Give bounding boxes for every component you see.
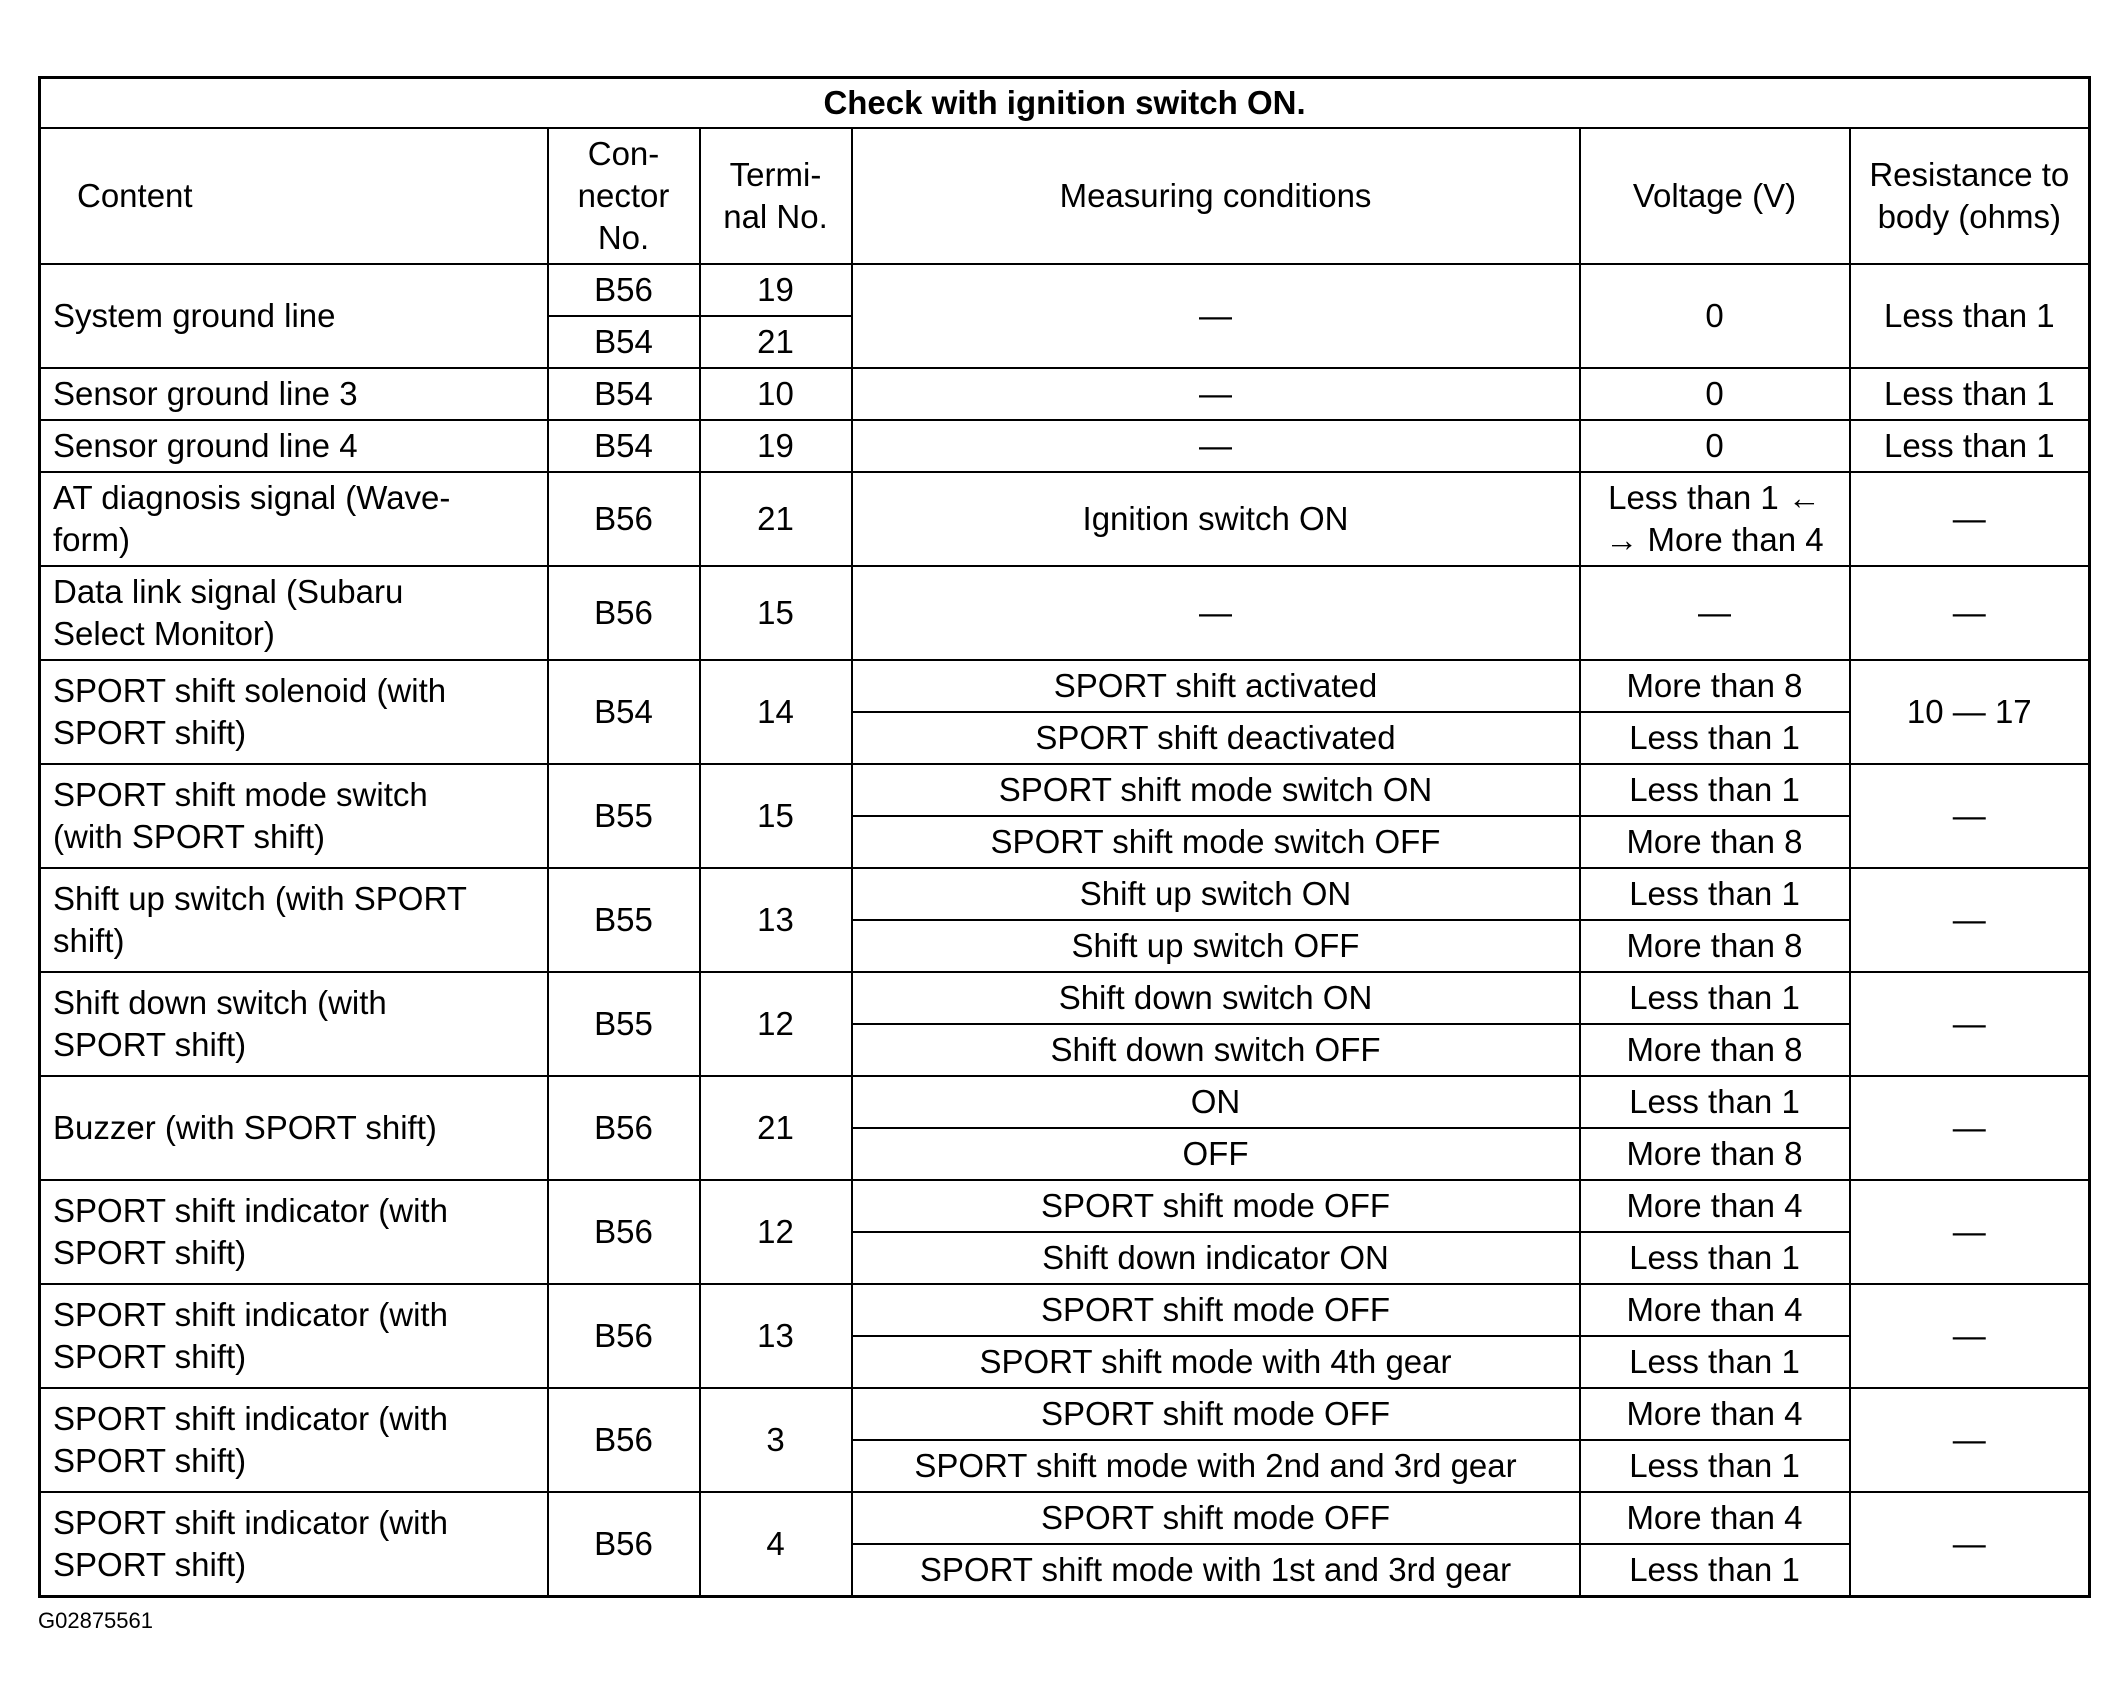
terminal-cell: 12 bbox=[700, 972, 852, 1076]
connector-cell: B56 bbox=[548, 1388, 700, 1492]
header-row bbox=[40, 128, 2090, 264]
content-cell: SPORT shift mode switch (with SPORT shift) bbox=[40, 764, 548, 868]
condition-cell: — bbox=[852, 368, 1580, 420]
resistance-cell: — bbox=[1850, 972, 2090, 1076]
voltage-cell: 0 bbox=[1580, 420, 1850, 472]
table-row bbox=[40, 1492, 2090, 1544]
condition-cell: SPORT shift mode with 4th gear bbox=[852, 1336, 1580, 1388]
voltage-cell: More than 8 bbox=[1580, 920, 1850, 972]
connector-cell: B56 bbox=[548, 1284, 700, 1388]
voltage-cell: Less than 1 bbox=[1580, 1232, 1850, 1284]
connector-cell: B55 bbox=[548, 764, 700, 868]
terminal-cell: 3 bbox=[700, 1388, 852, 1492]
resistance-cell: — bbox=[1850, 1076, 2090, 1180]
terminal-cell: 10 bbox=[700, 368, 852, 420]
resistance-cell: — bbox=[1850, 1180, 2090, 1284]
terminal-cell: 21 bbox=[700, 472, 852, 566]
terminal-cell: 13 bbox=[700, 868, 852, 972]
connector-cell: B56 bbox=[548, 472, 700, 566]
voltage-cell: More than 8 bbox=[1580, 1128, 1850, 1180]
connector-cell: B56 bbox=[548, 1180, 700, 1284]
connector-cell: B56 bbox=[548, 264, 700, 316]
table-row bbox=[40, 868, 2090, 920]
content-cell: SPORT shift solenoid (with SPORT shift) bbox=[40, 660, 548, 764]
resistance-cell: — bbox=[1850, 764, 2090, 868]
table-row bbox=[40, 660, 2090, 712]
condition-cell: Shift down switch ON bbox=[852, 972, 1580, 1024]
condition-cell: SPORT shift mode OFF bbox=[852, 1180, 1580, 1232]
voltage-cell: Less than 1 ← → More than 4 bbox=[1580, 472, 1850, 566]
table-row bbox=[40, 1076, 2090, 1128]
content-cell: SPORT shift indicator (with SPORT shift) bbox=[40, 1492, 548, 1597]
condition-cell: SPORT shift mode OFF bbox=[852, 1284, 1580, 1336]
resistance-cell: — bbox=[1850, 472, 2090, 566]
voltage-cell: Less than 1 bbox=[1580, 1336, 1850, 1388]
voltage-cell: More than 4 bbox=[1580, 1180, 1850, 1232]
voltage-cell: More than 8 bbox=[1580, 816, 1850, 868]
table-row bbox=[40, 764, 2090, 816]
terminal-cell: 14 bbox=[700, 660, 852, 764]
content-cell: SPORT shift indicator (with SPORT shift) bbox=[40, 1388, 548, 1492]
content-cell: Sensor ground line 3 bbox=[40, 368, 548, 420]
condition-cell: SPORT shift mode with 1st and 3rd gear bbox=[852, 1544, 1580, 1597]
connector-cell: B54 bbox=[548, 660, 700, 764]
header-resistance: Resistance to body (ohms) bbox=[1850, 128, 2090, 264]
resistance-cell: Less than 1 bbox=[1850, 368, 2090, 420]
voltage-cell: 0 bbox=[1580, 368, 1850, 420]
connector-cell: B54 bbox=[548, 368, 700, 420]
voltage-cell: Less than 1 bbox=[1580, 1076, 1850, 1128]
table-row bbox=[40, 420, 2090, 472]
terminal-cell: 19 bbox=[700, 420, 852, 472]
connector-cell: B54 bbox=[548, 316, 700, 368]
condition-cell: — bbox=[852, 264, 1580, 368]
page bbox=[38, 76, 2088, 1598]
voltage-cell: Less than 1 bbox=[1580, 868, 1850, 920]
condition-cell: — bbox=[852, 566, 1580, 660]
connector-cell: B54 bbox=[548, 420, 700, 472]
content-cell: Shift down switch (with SPORT shift) bbox=[40, 972, 548, 1076]
terminal-cell: 15 bbox=[700, 764, 852, 868]
voltage-cell: Less than 1 bbox=[1580, 1544, 1850, 1597]
content-cell: System ground line bbox=[40, 264, 548, 368]
connector-cell: B55 bbox=[548, 868, 700, 972]
condition-cell: ON bbox=[852, 1076, 1580, 1128]
terminal-cell: 4 bbox=[700, 1492, 852, 1597]
title-row bbox=[40, 78, 2090, 129]
voltage-cell: More than 8 bbox=[1580, 1024, 1850, 1076]
terminal-cell: 12 bbox=[700, 1180, 852, 1284]
voltage-cell: Less than 1 bbox=[1580, 972, 1850, 1024]
terminal-cell: 21 bbox=[700, 1076, 852, 1180]
connector-cell: B55 bbox=[548, 972, 700, 1076]
condition-cell: Ignition switch ON bbox=[852, 472, 1580, 566]
condition-cell: Shift up switch OFF bbox=[852, 920, 1580, 972]
voltage-cell: Less than 1 bbox=[1580, 1440, 1850, 1492]
connector-cell: B56 bbox=[548, 1076, 700, 1180]
voltage-cell: — bbox=[1580, 566, 1850, 660]
resistance-cell: — bbox=[1850, 868, 2090, 972]
voltage-cell: More than 8 bbox=[1580, 660, 1850, 712]
table-row bbox=[40, 972, 2090, 1024]
terminal-cell: 21 bbox=[700, 316, 852, 368]
condition-cell: — bbox=[852, 420, 1580, 472]
voltage-cell: More than 4 bbox=[1580, 1284, 1850, 1336]
table-title: Check with ignition switch ON. bbox=[40, 78, 2090, 129]
resistance-cell: — bbox=[1850, 1284, 2090, 1388]
resistance-cell: — bbox=[1850, 1388, 2090, 1492]
condition-cell: SPORT shift mode with 2nd and 3rd gear bbox=[852, 1440, 1580, 1492]
content-cell: SPORT shift indicator (with SPORT shift) bbox=[40, 1180, 548, 1284]
content-cell: Buzzer (with SPORT shift) bbox=[40, 1076, 548, 1180]
table-row bbox=[40, 368, 2090, 420]
terminal-cell: 19 bbox=[700, 264, 852, 316]
voltage-cell: Less than 1 bbox=[1580, 712, 1850, 764]
spec-table bbox=[38, 76, 2091, 1598]
resistance-cell: Less than 1 bbox=[1850, 264, 2090, 368]
connector-cell: B56 bbox=[548, 566, 700, 660]
resistance-cell: — bbox=[1850, 1492, 2090, 1597]
content-cell: SPORT shift indicator (with SPORT shift) bbox=[40, 1284, 548, 1388]
voltage-cell: Less than 1 bbox=[1580, 764, 1850, 816]
condition-cell: SPORT shift mode OFF bbox=[852, 1492, 1580, 1544]
condition-cell: Shift down switch OFF bbox=[852, 1024, 1580, 1076]
content-cell: AT diagnosis signal (Wave- form) bbox=[40, 472, 548, 566]
condition-cell: SPORT shift activated bbox=[852, 660, 1580, 712]
header-content: Content bbox=[40, 128, 548, 264]
condition-cell: SPORT shift mode switch ON bbox=[852, 764, 1580, 816]
condition-cell: Shift up switch ON bbox=[852, 868, 1580, 920]
table-body bbox=[40, 78, 2090, 1597]
condition-cell: SPORT shift mode OFF bbox=[852, 1388, 1580, 1440]
condition-cell: Shift down indicator ON bbox=[852, 1232, 1580, 1284]
condition-cell: SPORT shift deactivated bbox=[852, 712, 1580, 764]
header-conditions: Measuring conditions bbox=[852, 128, 1580, 264]
content-cell: Sensor ground line 4 bbox=[40, 420, 548, 472]
table-row bbox=[40, 1284, 2090, 1336]
condition-cell: SPORT shift mode switch OFF bbox=[852, 816, 1580, 868]
figure-id: G02875561 bbox=[38, 1608, 153, 1633]
resistance-cell: 10 — 17 bbox=[1850, 660, 2090, 764]
terminal-cell: 13 bbox=[700, 1284, 852, 1388]
terminal-cell: 15 bbox=[700, 566, 852, 660]
content-cell: Data link signal (Subaru Select Monitor) bbox=[40, 566, 548, 660]
voltage-cell: 0 bbox=[1580, 264, 1850, 368]
connector-cell: B56 bbox=[548, 1492, 700, 1597]
header-voltage: Voltage (V) bbox=[1580, 128, 1850, 264]
table-row bbox=[40, 1388, 2090, 1440]
resistance-cell: — bbox=[1850, 566, 2090, 660]
header-terminal: Termi- nal No. bbox=[700, 128, 852, 264]
condition-cell: OFF bbox=[852, 1128, 1580, 1180]
header-connector: Con- nector No. bbox=[548, 128, 700, 264]
voltage-cell: More than 4 bbox=[1580, 1492, 1850, 1544]
table-row bbox=[40, 472, 2090, 566]
table-row bbox=[40, 566, 2090, 660]
resistance-cell: Less than 1 bbox=[1850, 420, 2090, 472]
table-row bbox=[40, 1180, 2090, 1232]
voltage-cell: More than 4 bbox=[1580, 1388, 1850, 1440]
table-row bbox=[40, 264, 2090, 316]
content-cell: Shift up switch (with SPORT shift) bbox=[40, 868, 548, 972]
